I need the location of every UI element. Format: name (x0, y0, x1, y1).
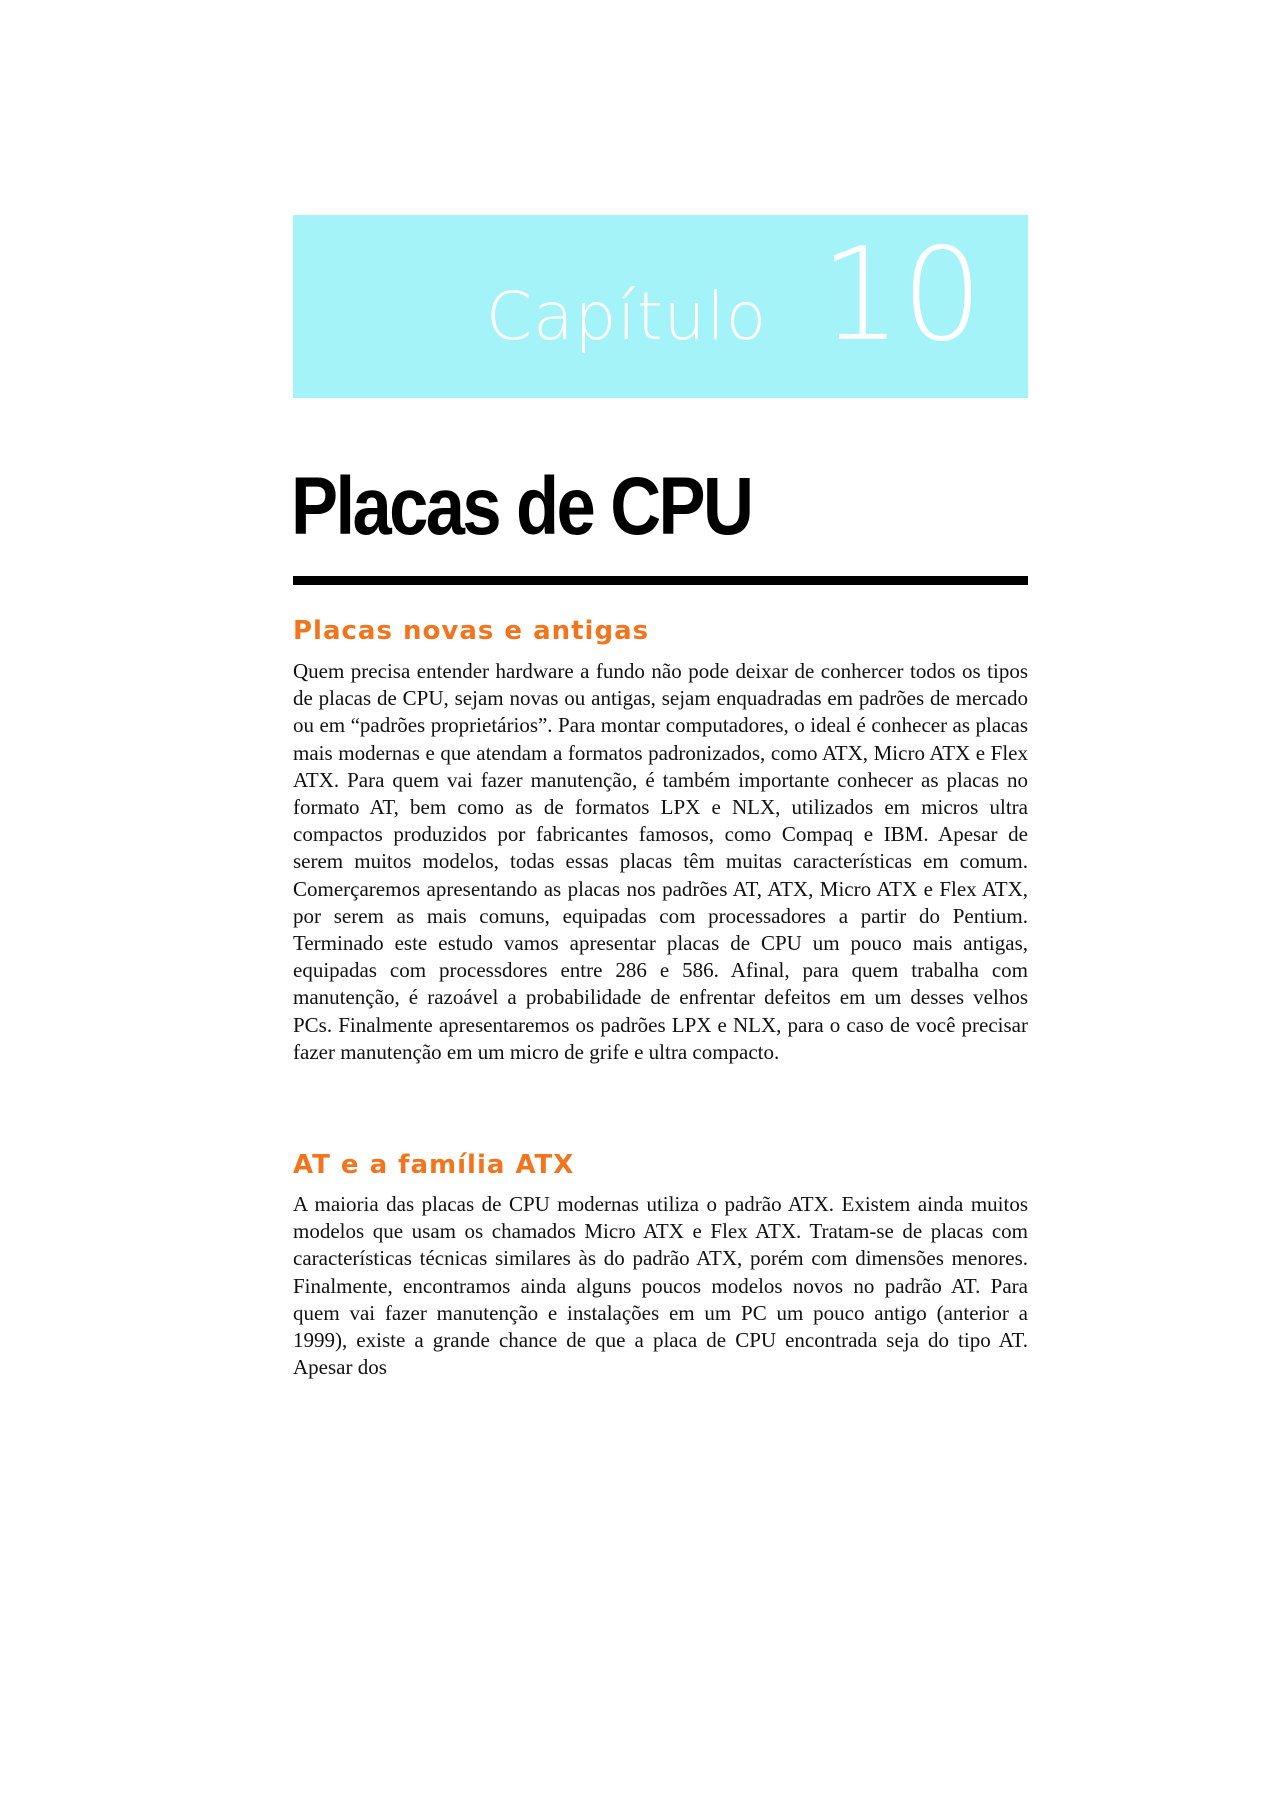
chapter-label: Capítulo (486, 278, 768, 355)
section-paragraph-at-e-familia-atx: A maioria das placas de CPU modernas utiliza o padrão ATX. Existem ainda muitos modelos que usam os chamados Micro ATX e Flex ATX. Tratam-se de placas com características técnicas similares às do padrão ATX, porém com dimensões menores. Finalmente, encontramos ainda alguns poucos modelos novos no padrão AT. Para quem vai fazer manutenção e instalações em um PC um pouco antigo (anterior a 1999), existe a grande chance de que a placa de CPU encontrada seja do tipo AT. Apesar dos (293, 1192, 1028, 1380)
section-heading-placas-novas-e-antigas: Placas novas e antigas (293, 616, 650, 646)
section-paragraph-placas-novas-e-antigas: Quem precisa entender hardware a fundo não pode deixar de conhercer todos os tipos de placas de CPU, sejam novas ou antigas, sejam enquadradas em padrões de mercado ou em “padrões proprietários”. Para montar computadores, o ideal é conhecer as placas mais modernas e que atendam a formatos padronizados, como ATX, Micro ATX e Flex ATX. Para quem vai fazer manutenção, é também importante conhecer as placas no formato AT, bem como as de formatos LPX e NLX, utilizados em micros ultra compactos produzidos por fabricantes famosos, como Compaq e IBM. Apesar de serem muitos modelos, todas essas placas têm muitas características em comum. Comerçaremos apresentando as placas nos padrões AT, ATX, Micro ATX e Flex ATX, por serem as mais comuns, equipadas com processadores a partir do Pentium. Terminado este estudo vamos apresentar placas de CPU um pouco mais antigas, equipadas com processdores entre 286 e 586. Afinal, para quem trabalha com manutenção, é razoável a probabilidade de enfrentar defeitos em um desses velhos PCs. Finalmente apresentaremos os padrões LPX e NLX, para o caso de você precisar fazer manutenção em um micro de grife e ultra compacto. (293, 659, 1028, 1064)
title-rule (293, 576, 1028, 585)
section-heading-at-e-familia-atx: AT e a família ATX (293, 1150, 575, 1180)
page-title: Placas de CPU (291, 461, 752, 552)
chapter-number: 10 (820, 221, 983, 370)
